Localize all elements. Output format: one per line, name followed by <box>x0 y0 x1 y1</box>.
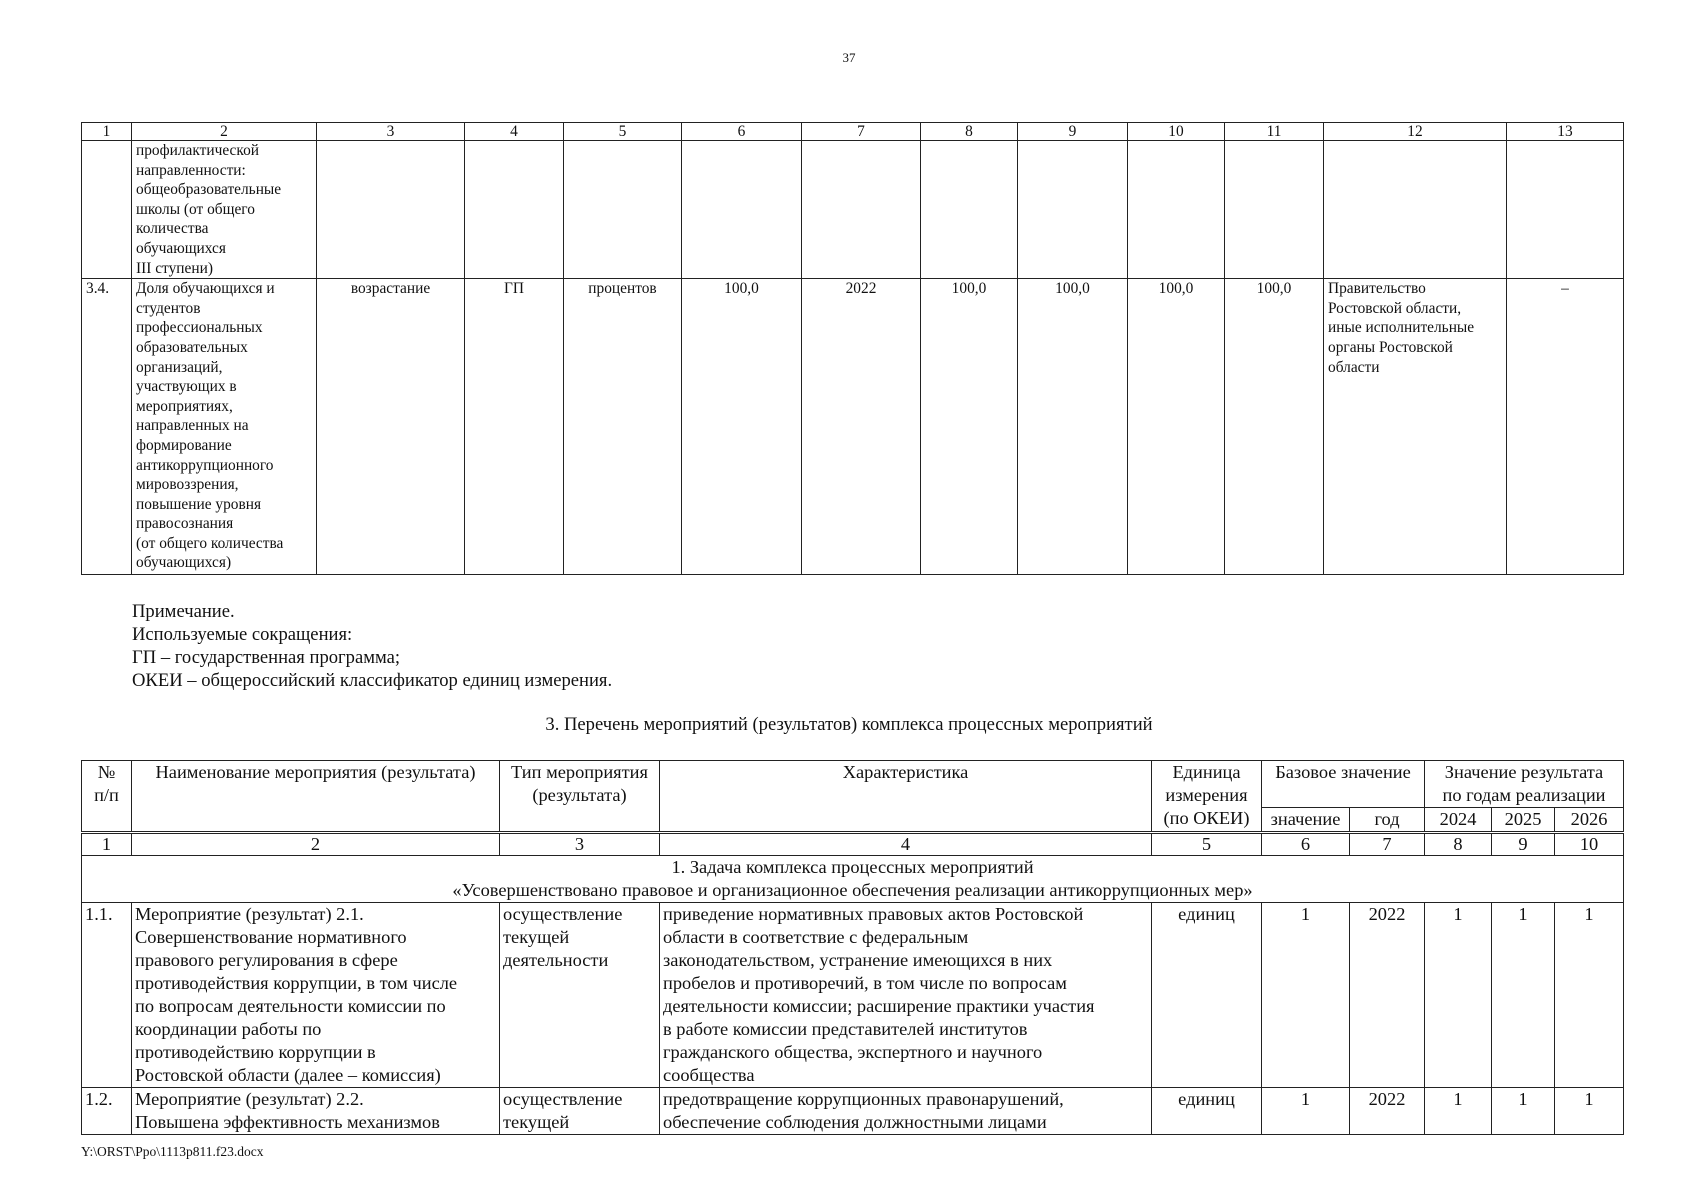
base-value-cell: 100,0 <box>682 279 802 575</box>
file-path-footer: Y:\ORST\Ppo\1113p811.f23.docx <box>81 1144 264 1159</box>
row-number: 1.1. <box>82 903 132 1088</box>
header-result-sub: по годам реализации <box>1425 784 1624 808</box>
table-header-row <box>82 761 1624 785</box>
header-name: Наименование мероприятия (результата) <box>132 761 500 833</box>
table-row <box>82 141 1624 279</box>
value-cell: 100,0 <box>1128 279 1225 575</box>
note-line: ГП – государственная программа; <box>132 647 401 668</box>
page-number: 37 <box>842 50 856 65</box>
measure-type: осуществление текущей деятельности <box>500 903 660 1088</box>
col-number: 3 <box>317 123 465 141</box>
section-title: 3. Перечень мероприятий (результатов) комплекса процессных мероприятий <box>545 714 1153 735</box>
row-number: 3.4. <box>82 279 132 575</box>
table-header-row <box>82 123 1624 141</box>
col-number: 11 <box>1225 123 1324 141</box>
col-number: 2 <box>132 123 317 141</box>
measure-name: Мероприятие (результат) 2.1. Совершенствование нормативного правового регулирования в сфере противодействия коррупции, в том числе по вопросам деятельности комиссии по координации работы по противодействию коррупции в Ростовской области (далее – комиссия) <box>132 903 500 1088</box>
header-base-value: значение <box>1262 808 1350 833</box>
col-number: 12 <box>1324 123 1507 141</box>
unit-cell: процентов <box>564 279 682 575</box>
unit-cell: единиц <box>1152 1088 1262 1135</box>
col-number: 4 <box>465 123 564 141</box>
table-row <box>82 903 1624 1088</box>
note-line: Используемые сокращения: <box>132 624 353 645</box>
table-row <box>82 279 1624 575</box>
col-number: 10 <box>1128 123 1225 141</box>
col-number: 9 <box>1018 123 1128 141</box>
note-line: ОКЕИ – общероссийский классификатор единиц измерения. <box>132 670 613 691</box>
year-value-cell: 1 <box>1492 1088 1555 1135</box>
level-cell: ГП <box>465 279 564 575</box>
measure-name: Мероприятие (результат) 2.2. Повышена эффективность механизмов <box>132 1088 500 1135</box>
value-cell: 100,0 <box>921 279 1018 575</box>
measure-characteristic: предотвращение коррупционных правонарушений, обеспечение соблюдения должностными лицами <box>660 1088 1152 1135</box>
header-base-year: год <box>1350 808 1425 833</box>
header-base: Базовое значение <box>1262 761 1425 808</box>
column-numbers-row: 1 2 3 4 5 6 7 8 9 10 <box>82 833 1624 856</box>
base-year-cell: 2022 <box>1350 1088 1425 1135</box>
header-year: 2025 <box>1492 808 1555 833</box>
value-cell: 100,0 <box>1225 279 1324 575</box>
col-number: 7 <box>802 123 921 141</box>
header-year: 2024 <box>1425 808 1492 833</box>
year-value-cell: 1 <box>1555 903 1624 1088</box>
task-row <box>82 856 1624 903</box>
indicator-name: профилактической направленности: общеобразовательные школы (от общего количества обучающихся III ступени) <box>132 141 317 279</box>
base-year-cell: 2022 <box>1350 903 1425 1088</box>
col-number: 13 <box>1507 123 1624 141</box>
row-number: 1.2. <box>82 1088 132 1135</box>
responsible-cell: Правительство Ростовской области, иные исполнительные органы Ростовской области <box>1324 279 1507 575</box>
note-block <box>132 600 612 692</box>
col-number: 8 <box>921 123 1018 141</box>
base-value-cell: 1 <box>1262 903 1350 1088</box>
trend-cell: возрастание <box>317 279 465 575</box>
header-num: № п/п <box>82 761 132 833</box>
indicator-name: Доля обучающихся и студентов профессиональных образовательных организаций, участвующих в мероприятиях, направленных на формирование антикоррупционного мировоззрения, повышение уровня правосознания (от общего количества обучающихся) <box>132 279 317 575</box>
measure-type: осуществление текущей <box>500 1088 660 1135</box>
year-value-cell: 1 <box>1425 903 1492 1088</box>
measures-table <box>81 760 1624 1135</box>
header-year: 2026 <box>1555 808 1624 833</box>
col-number: 1 <box>82 123 132 141</box>
measure-characteristic: приведение нормативных правовых актов Ростовской области в соответствие с федеральным законодательством, устранение имеющихся в них пробелов и противоречий, в том числе по вопросам деятельности комиссии; расширение практики участия в работе комиссии представителей институтов гражданского общества, экспертного и научного сообщества <box>660 903 1152 1088</box>
task-title: 1. Задача комплекса процессных мероприятий «Усовершенствовано правовое и организационное обеспечения реализации антикоррупционных мер» <box>82 856 1624 903</box>
value-cell: 100,0 <box>1018 279 1128 575</box>
header-characteristic: Характеристика <box>660 761 1152 833</box>
unit-cell: единиц <box>1152 903 1262 1088</box>
col-number: 5 <box>564 123 682 141</box>
indicators-table <box>81 122 1624 575</box>
base-value-cell: 1 <box>1262 1088 1350 1135</box>
table-row <box>82 1088 1624 1135</box>
header-type: Тип мероприятия (результата) <box>500 761 660 833</box>
col-number: 6 <box>682 123 802 141</box>
year-value-cell: 1 <box>1555 1088 1624 1135</box>
year-value-cell: 1 <box>1425 1088 1492 1135</box>
year-value-cell: 1 <box>1492 903 1555 1088</box>
link-cell: – <box>1507 279 1624 575</box>
header-unit: Единица измерения (по ОКЕИ) <box>1152 761 1262 833</box>
note-title: Примечание. <box>132 601 235 622</box>
base-year-cell: 2022 <box>802 279 921 575</box>
header-result: Значение результата <box>1425 761 1624 785</box>
